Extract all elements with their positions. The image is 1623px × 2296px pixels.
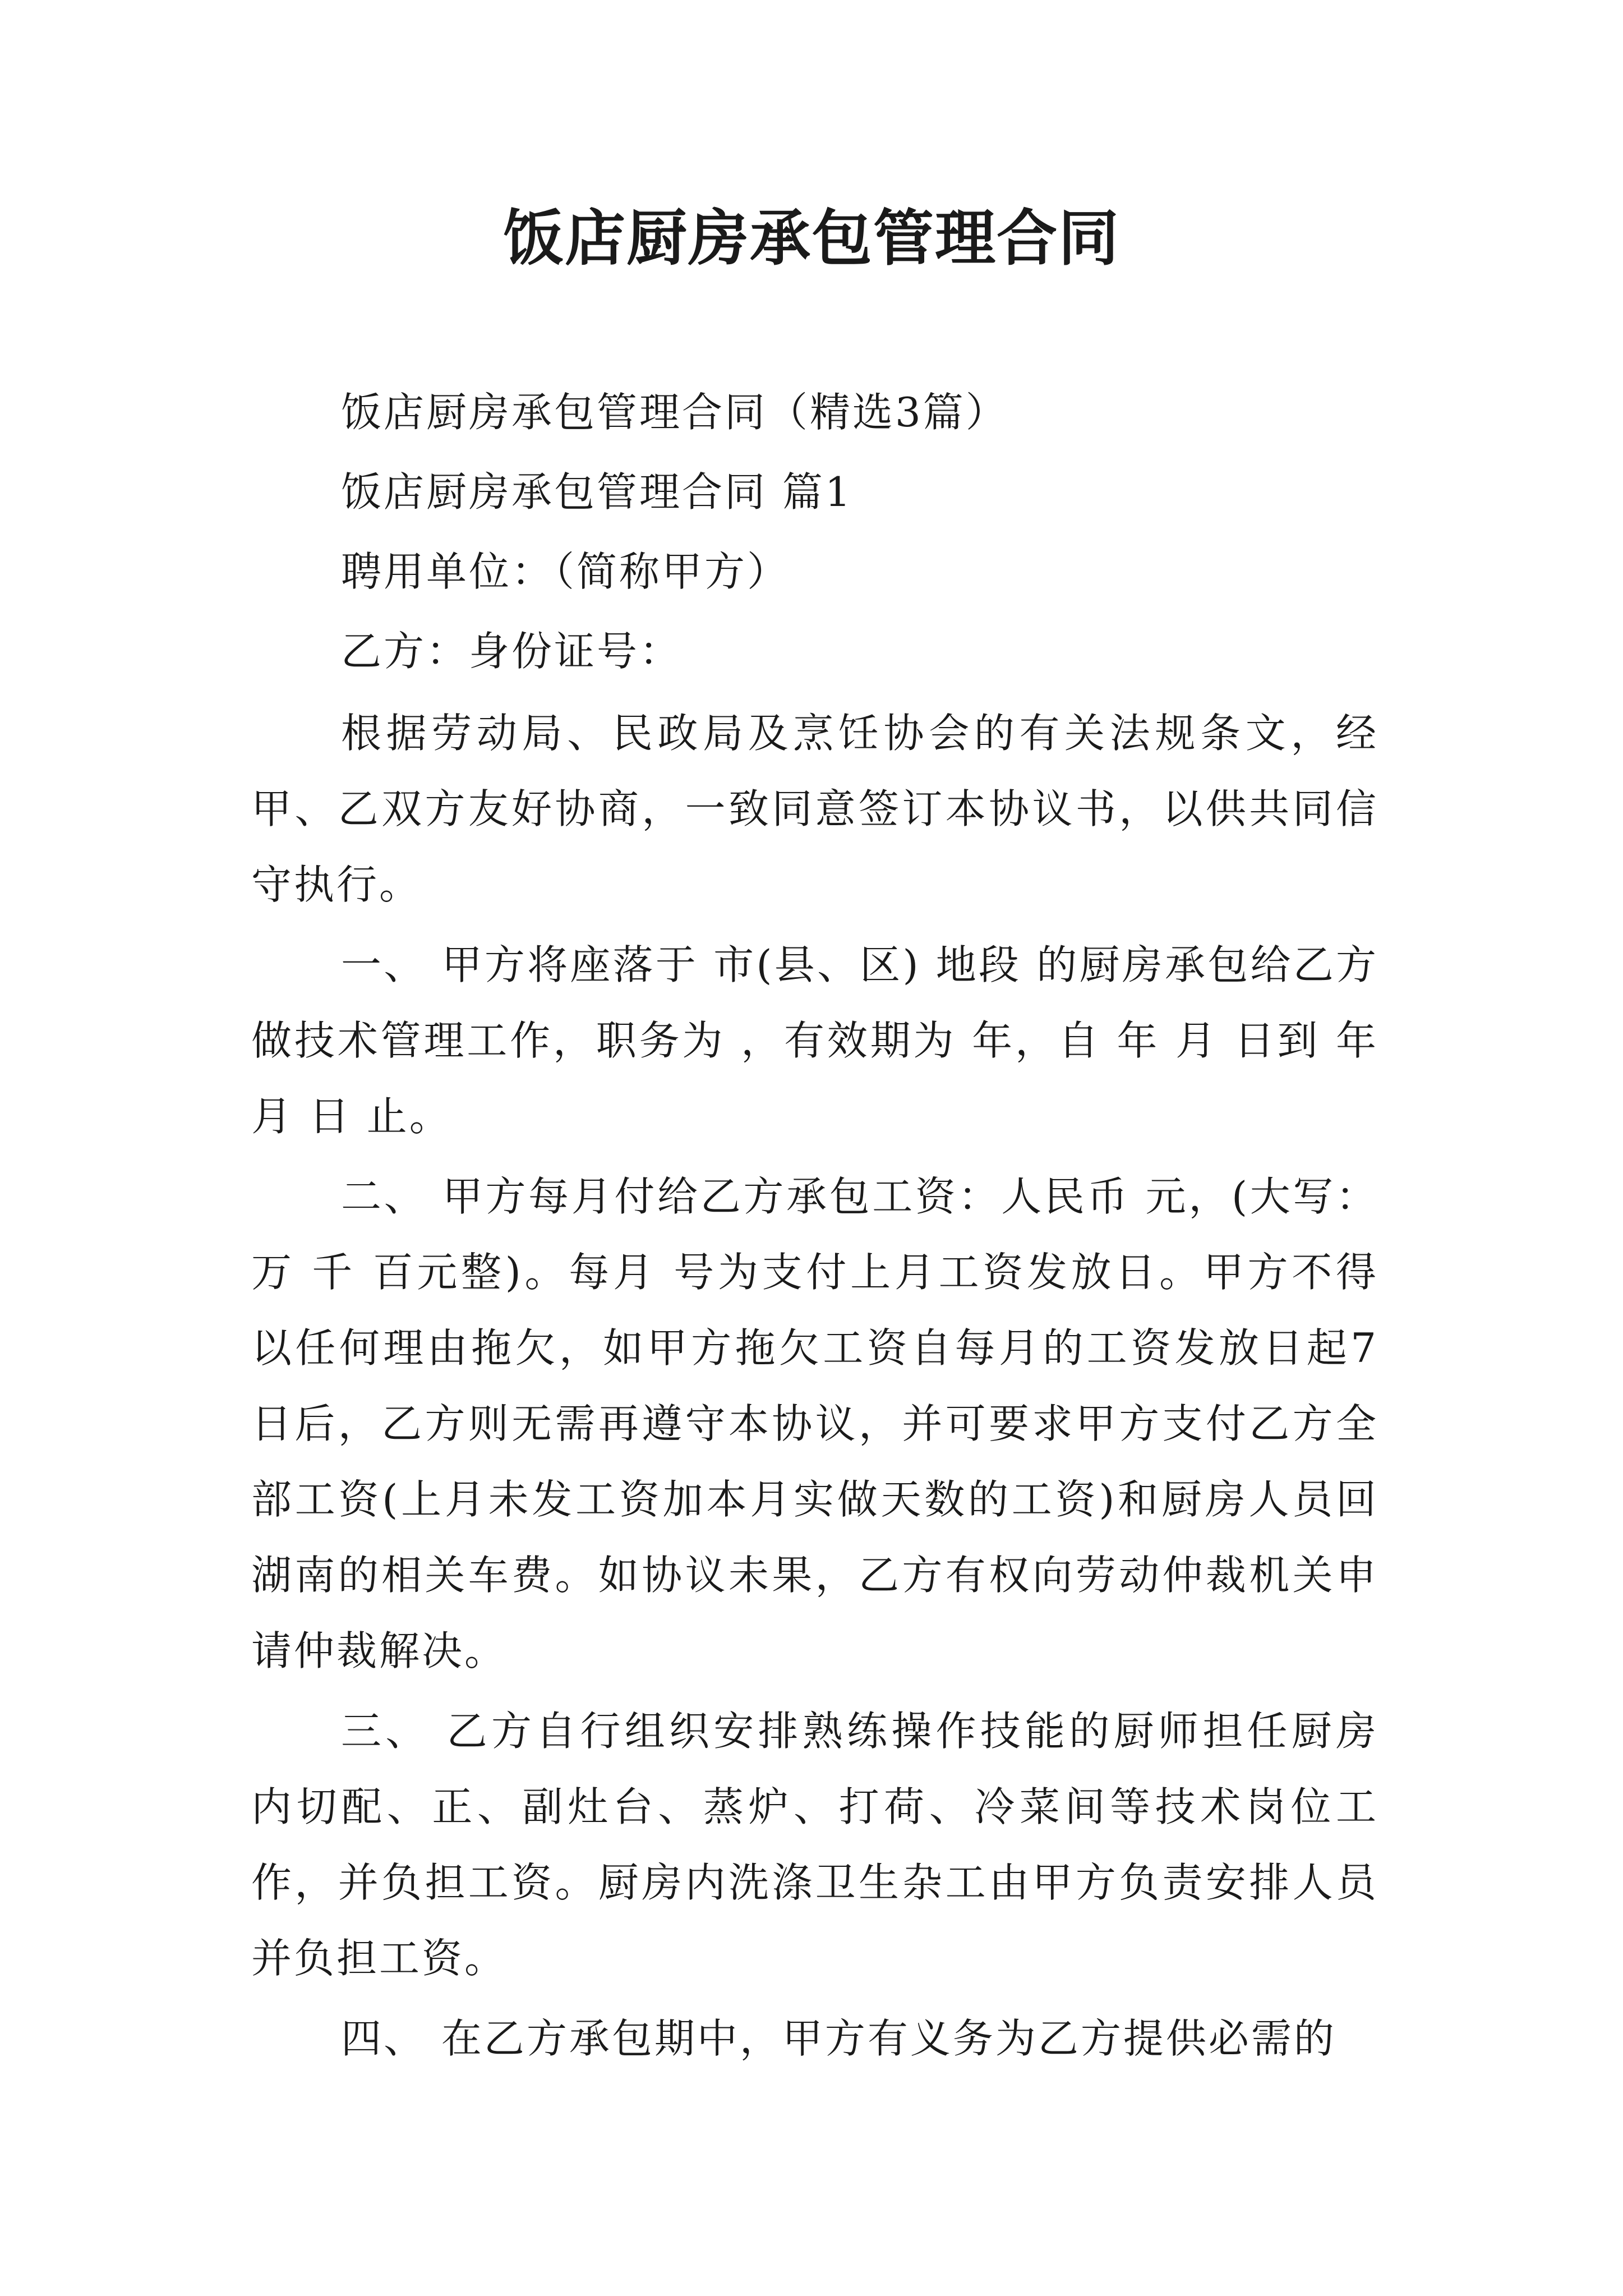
document-title: 饭店厨房承包管理合同	[502, 203, 1120, 274]
party-b-line: 乙方：身份证号：	[341, 628, 683, 675]
document-body	[251, 372, 1378, 2077]
section-heading: 饭店厨房承包管理合同 篇1	[341, 468, 853, 516]
clause-1: 一、 甲方将座落于 市(县、区) 地段 的厨房承包给乙方做技术管理工作，职务为 ，有效期为 年，自 年 月 日到 年 月 日 止。	[251, 941, 1378, 1140]
clause-2: 二、 甲方每月付给乙方承包工资：人民币 元，(大写：万 千 百元整)。每月 号为支付上月工资发放日。甲方不得以任何理由拖欠，如甲方拖欠工资自每月的工资发放日起7日后，乙方则无需再遵守本协议，并可要求甲方支付乙方全部工资(上月未发工资加本月实做天数的工资)和厨房人员回湖南的相关车费。如协议未果，乙方有权向劳动仲裁机关申请仲裁解决。	[251, 1173, 1378, 1674]
employer-line: 聘用单位：（简称甲方）	[341, 548, 790, 595]
preamble-paragraph: 根据劳动局、民政局及烹饪协会的有关法规条文，经甲、乙双方友好协商，一致同意签订本协议书，以供共同信守执行。	[251, 710, 1378, 908]
clause-4: 四、 在乙方承包期中，甲方有义务为乙方提供必需的	[341, 2015, 1336, 2062]
subtitle-paragraph: 饭店厨房承包管理合同（精选3篇）	[341, 389, 1008, 436]
clause-3: 三、 乙方自行组织安排熟练操作技能的厨师担任厨房内切配、正、副灶台、蒸炉、打荷、冷菜间等技术岗位工作，并负担工资。厨房内洗涤卫生杂工由甲方负责安排人员并负担工资。	[251, 1708, 1378, 1982]
